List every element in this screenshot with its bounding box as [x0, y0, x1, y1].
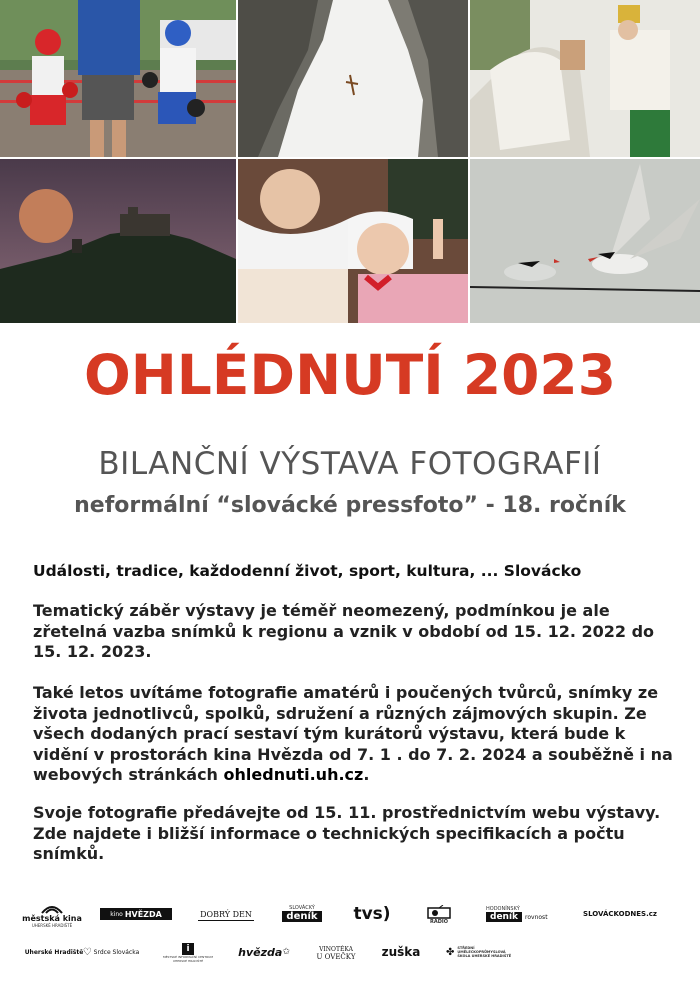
radio-icon	[427, 905, 451, 919]
logo-dobry-den	[198, 908, 254, 921]
logo-uherske-hradiste	[24, 945, 84, 959]
logo-hvezda-small	[238, 943, 290, 961]
school-icon: ✤	[446, 946, 455, 958]
logo-infocentrum	[160, 939, 216, 967]
paragraph-invitation-end: .	[363, 765, 370, 784]
logo-hodoninsky-denik-top: HODONÍNSKÝ	[486, 906, 520, 912]
logo-hvezda-small-text: hvězda	[238, 945, 283, 959]
logo-kino-hvezda-b: HVĚZDA	[124, 909, 162, 919]
logo-radio-jizni-morava	[424, 901, 454, 929]
themes-line: Události, tradice, každodenní život, sport, kultura, ... Slovácko	[33, 562, 582, 580]
photo-boxing-kids	[0, 0, 236, 157]
website-link[interactable]: ohlednuti.uh.cz	[223, 765, 364, 784]
logo-mestska-kina	[22, 901, 82, 931]
sponsor-logos	[0, 895, 700, 975]
info-icon: i	[182, 943, 194, 955]
exhibition-subtitle: BILANČNÍ VÝSTAVA FOTOGRAFIÍ	[98, 446, 602, 482]
logo-vinoteka-b: U OVEČKY	[316, 952, 356, 961]
logo-slovacky-denik-top: SLOVÁCKÝ	[289, 904, 315, 911]
logo-zuska	[380, 943, 422, 961]
logo-zuska-text: zuška	[381, 945, 421, 959]
logo-hodoninsky-denik-tag: rovnost	[525, 913, 548, 921]
paragraph-scope: Tematický záběr výstavy je téměř neomezený, podmínkou je ale zřetelná vazba snímků k regionu a vznik v období od 15. 12. 2022 do 15. 12. 2023.	[33, 601, 655, 661]
logo-hodoninsky-denik	[486, 903, 554, 925]
logo-srdce-slovacka	[80, 944, 142, 960]
paragraph-invitation	[33, 683, 678, 786]
logo-kino-hvezda	[100, 908, 172, 920]
logo-slovackodnes	[584, 907, 656, 921]
edition-subtitle: neformální “slovácké pressfoto” - 18. ročník	[74, 493, 626, 518]
logo-slovackodnes-text: SLOVÁCKODNES.cz	[583, 910, 657, 918]
logo-hodoninsky-denik-text: deník	[486, 912, 522, 922]
photo-terns	[470, 159, 700, 323]
logo-vinoteka	[312, 941, 360, 965]
film-reel-icon	[41, 904, 63, 914]
logo-kino-hvezda-a: kino	[110, 910, 123, 918]
logo-slovacky-denik	[281, 903, 323, 923]
logo-uherske-hradiste-text: Uherské Hradiště	[24, 948, 84, 956]
logo-slovacky-denik-text: deník	[282, 911, 321, 922]
paragraph-invitation-text: Také letos uvítáme fotografie amatérů i poučených tvůrců, snímky ze života jednotlivců, spolků, sdružení a různých zájmových skupin. Ze všech dodaných prací sestaví tým kurátorů výstavu, která bude k vidění v prostorách kina Hvězda od 7. 1 . do 7. 2. 2024 a souběžně i na webových stránkách	[33, 683, 673, 784]
photo-frost-plants	[238, 0, 468, 157]
logo-radio-text: RÁDIO	[430, 919, 448, 925]
paragraph-submission: Svoje fotografie předávejte od 15. 11. prostřednictvím webu výstavy. Zde najdete i bližší informace o technických specifikacích a počtu snímků.	[33, 803, 661, 863]
logo-tvs-text: tvs)	[353, 904, 391, 924]
logo-srdce-text: Srdce Slovácka	[93, 948, 140, 956]
logo-mestska-kina-sub: UHERSKÉ HRADIŠTĚ	[31, 923, 73, 928]
heart-icon: ♡	[82, 946, 92, 958]
logo-tvs	[352, 903, 392, 925]
photo-girls-folk-costume	[238, 159, 468, 323]
logo-infocentrum-sub: MĚSTSKÉ INFORMAČNÍ CENTRUM UHERSKÉ HRADIŠTĚ	[163, 955, 213, 963]
logo-mestska-kina-text: městská kina	[22, 914, 82, 923]
photo-king-horse	[470, 0, 700, 157]
photo-collage	[0, 0, 700, 323]
logo-vinoteka-text: VINOTÉKA	[319, 945, 353, 953]
logo-dobry-den-text: DOBRÝ DEN	[200, 909, 252, 919]
logo-supsuh	[446, 941, 526, 963]
logo-supsuh-text: STŘEDNÍ UMĚLECKOPRŮMYSLOVÁ ŠKOLA UHERSKÉ HRADIŠTĚ	[457, 946, 512, 958]
photo-moon-castle	[0, 159, 236, 323]
page-title: OHLÉDNUTÍ 2023	[84, 343, 616, 407]
star-icon: ✩	[282, 947, 290, 957]
